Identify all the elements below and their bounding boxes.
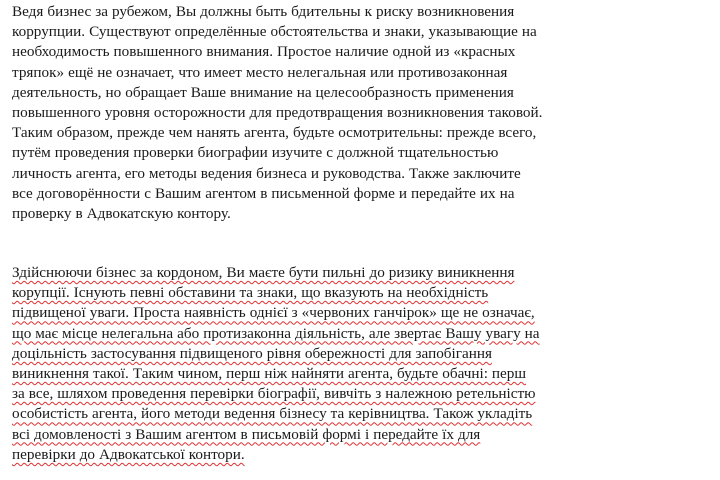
paragraph-ukrainian	[12, 263, 712, 465]
text-line-spellchecked: всі домовленості з Вашим агентом в письмовій формі і передайте їх для	[12, 425, 481, 443]
text-line-spellchecked: доцільність застосування підвищеного рівня обережності для запобігання	[12, 344, 492, 362]
text-line-spellchecked: перевірки до Адвокатської контори.	[12, 445, 245, 463]
text-line: деятельность, но обращает Ваше внимание на целесообразность применения	[12, 83, 514, 101]
text-line: проверку в Адвокатскую контору.	[12, 205, 231, 223]
text-line: личность агента, его методы ведения бизнеса и руководства. Также заключите	[12, 164, 521, 182]
text-line: все договорённости с Вашим агентом в письменной форме и передайте их на	[12, 184, 515, 202]
text-line: коррупции. Существуют определённые обстоятельства и знаки, указывающие на	[12, 23, 537, 41]
text-line: путём проведения проверки биографии изучите с должной тщательностью	[12, 144, 499, 162]
text-line-spellchecked: що має місце нелегальна або протизаконна діяльність, але звертає Вашу увагу на	[12, 324, 540, 342]
text-line-spellchecked: за все, шляхом проведення перевірки біографії, вивчіть з належною ретельністю	[12, 385, 536, 403]
paragraph-russian	[12, 2, 712, 224]
text-line: повышенного уровня осторожности для предотвращения возникновения таковой.	[12, 104, 543, 122]
text-line: необходимость повышенного внимания. Простое наличие одной из «красных	[12, 43, 516, 61]
text-line: тряпок» ещё не означает, что имеет место нелегальная или противозаконная	[12, 63, 508, 81]
text-line: Ведя бизнес за рубежом, Вы должны быть бдительны к риску возникновения	[12, 3, 515, 20]
text-line-spellchecked: підвищеної уваги. Проста наявність однієї з «червоних ганчірок» ще не означає,	[12, 304, 535, 322]
text-line: Таким образом, прежде чем нанять агента, будьте осмотрительны: прежде всего,	[12, 124, 537, 142]
text-line-spellchecked: корупції. Існують певні обставини та знаки, що вказують на необхідність	[12, 284, 489, 302]
text-line-spellchecked: особистість агента, його методи ведення бізнесу та керівництва. Також укладіть	[12, 405, 533, 423]
text-line-spellchecked: виникнення такої. Таким чином, перш ніж найняти агента, будьте обачні: перш	[12, 365, 527, 383]
text-line-spellchecked: Здійснюючи бізнес за кордоном, Ви маєте бути пильні до ризику виникнення	[12, 264, 515, 281]
